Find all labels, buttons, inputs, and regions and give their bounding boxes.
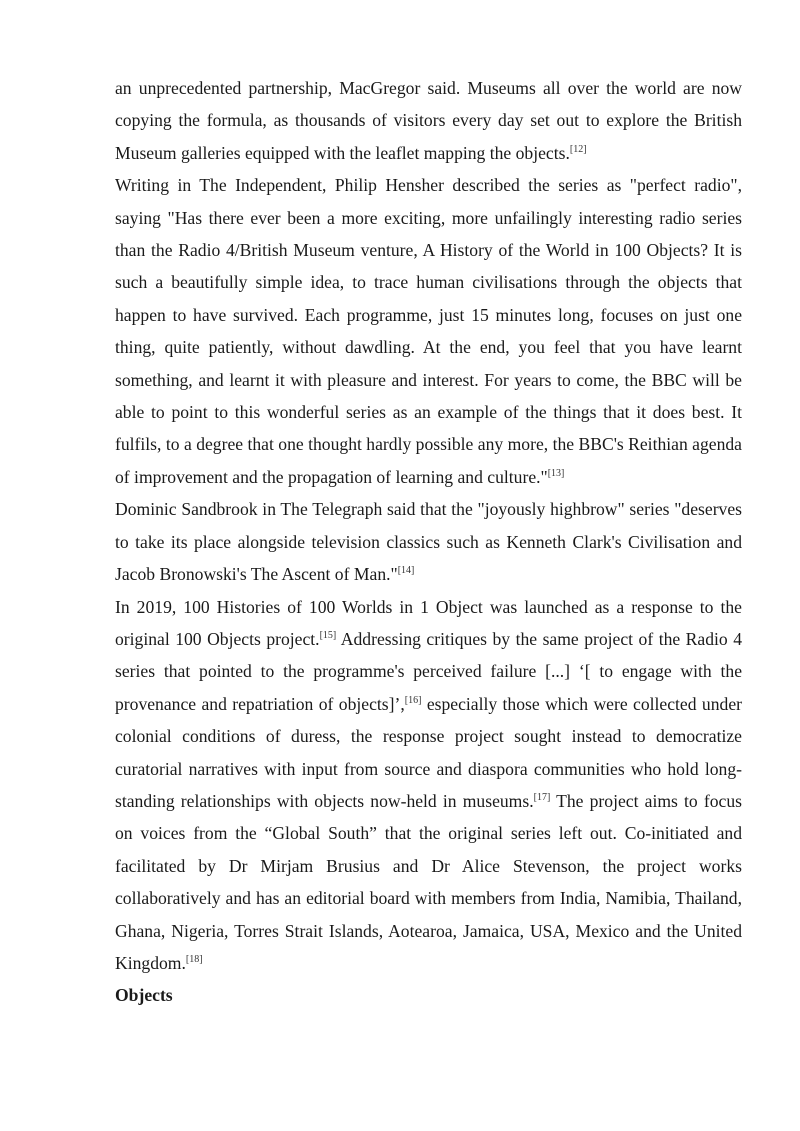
citation-12[interactable]: [12] <box>569 143 587 155</box>
paragraph-partnership <box>115 72 742 169</box>
paragraph-text: The project aims to focus on voices from the “Global South” that the original series left out. Co-initiated and facilitated by Dr Mirjam Brusius and Dr Alice Stevenson, the project works collaboratively and has an editorial board with members from India, Namibia, Thailand, Ghana, Nigeria, Torres Strait Islands, Aotearoa, Jamaica, USA, Mexico and the United Kingdom. <box>115 790 742 973</box>
citation-15[interactable]: [15] <box>319 629 337 641</box>
paragraph-text: Dominic Sandbrook in The Telegraph said that the "joyously highbrow" series "deserves to take its place alongside television classics such as Kenneth Clark's Civilisation and Jacob Bronowski's The Ascent of Man." <box>115 499 742 585</box>
paragraph-text: an unprecedented partnership, MacGregor said. Museums all over the world are now copying the formula, as thousands of visitors every day set out to explore the British Museum galleries equipped with the leaflet mapping the objects. <box>115 78 742 163</box>
document-page <box>115 72 742 1012</box>
paragraph-text: In 2019, 100 Histories of 100 Worlds in 1 Object was launched as a response to the original 100 Objects project. <box>115 596 742 649</box>
section-heading-objects: Objects <box>115 985 173 1006</box>
citation-13[interactable]: [13] <box>547 467 565 479</box>
paragraph-text: especially those which were collected under colonial conditions of duress, the response project sought instead to democratize curatorial narratives with input from source and diaspora communities who hold long-standing relationships with objects now-held in museums. <box>115 693 742 811</box>
paragraph-independent-review <box>115 169 742 493</box>
citation-16[interactable]: [16] <box>404 694 422 706</box>
paragraph-100-histories <box>115 591 742 980</box>
paragraph-text: Writing in The Independent, Philip Hensher described the series as "perfect radio", saying "Has there ever been a more exciting, more unfailingly interesting radio series than the Radio 4/British Museum venture, A History of the World in 100 Objects? It is such a beautifully simple idea, to trace human civilisations through the objects that happen to have survived. Each programme, just 15 minutes long, focuses on just one thing, quite patiently, without dawdling. At the end, you feel that you have learnt something, and learnt it with pleasure and interest. For years to come, the BBC will be able to point to this wonderful series as an example of the things that it does best. It fulfils, to a degree that one thought hardly possible any more, the BBC's Reithian agenda of improvement and the propagation of learning and culture." <box>115 175 742 487</box>
citation-18[interactable]: [18] <box>185 953 203 965</box>
citation-14[interactable]: [14] <box>397 565 415 577</box>
paragraph-text: Addressing critiques by the same project of the Radio 4 series that pointed to the programme's perceived failure [...] ‘[ to engage with the provenance and repatriation of objects]’, <box>115 628 742 714</box>
paragraph-telegraph-review <box>115 493 742 590</box>
citation-17[interactable]: [17] <box>533 791 551 803</box>
